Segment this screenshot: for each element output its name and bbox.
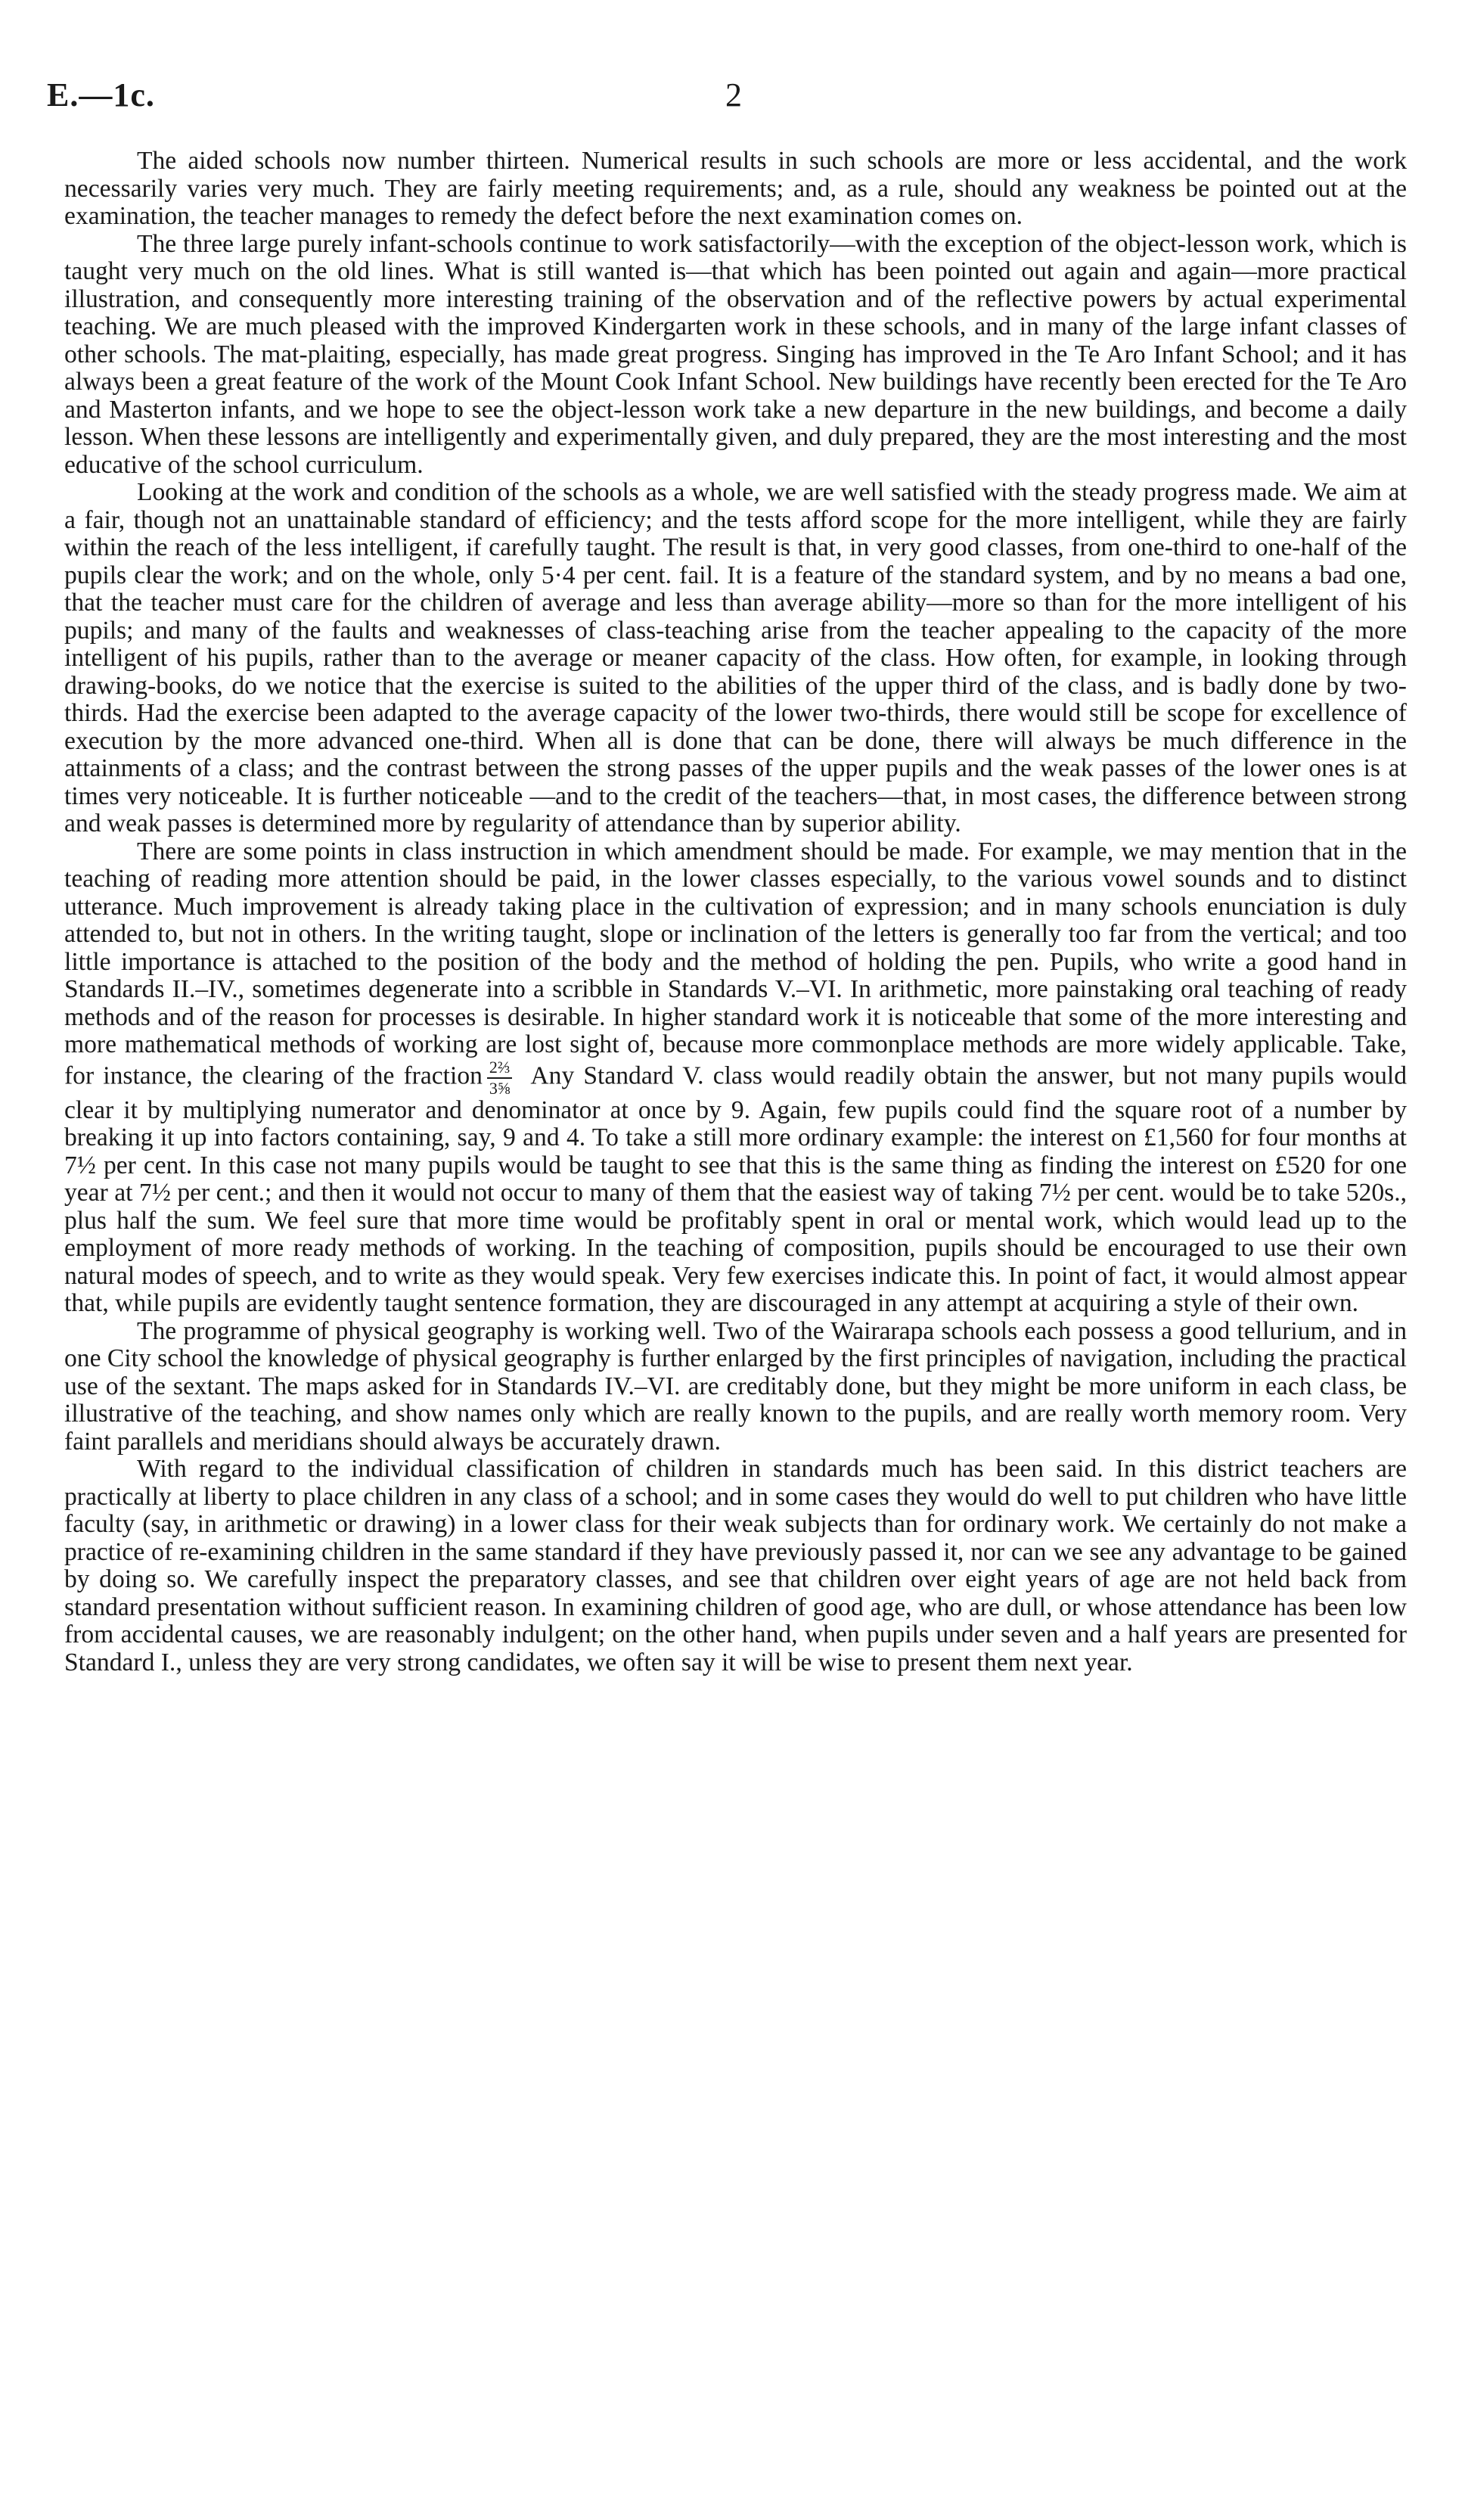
paragraph-class-instruction: [64, 838, 1407, 1318]
class-instruction-text-before-fraction: There are some points in class instruction in which amendment should be made. For example, we may mention that in the teaching of reading more attention should be paid, in the lower classes especially, to the various vowel sounds and to distinct utterance. Much improvement is already taking place in the cultivation of expression; and in many schools enunciation is duly attended to, but not in others. In the writing taught, slope or inclination of the letters is generally too far from the vertical; and too little importance is attached to the position of the body and the method of holding the pen. Pupils, who write a good hand in Standards II.–IV., sometimes degenerate into a scribble in Standards V.–VI. In arithmetic, more painstaking oral teaching of ready methods and of the reason for processes is desirable. In higher standard work it is noticeable that some of the more interesting and more mathematical methods of working are lost sight of, because more commonplace methods are more widely applicable. Take, for instance, the clearing of the fraction: [64, 837, 1407, 1090]
fraction-denominator: 3⅝: [489, 1078, 511, 1098]
paragraph-aided-schools: The aided schools now number thirteen. Numerical results in such schools are more or less accidental, and the work necessarily varies very much. They are fairly meeting requirements; and, as a rule, should any weakness be pointed out at the examination, the teacher manages to remedy the defect before the next examination comes on.: [64, 147, 1407, 230]
report-body: [64, 148, 1407, 1676]
fraction: [487, 1059, 513, 1097]
paragraph-physical-geography: The programme of physical geography is working well. Two of the Wairarapa schools each possess a good tellurium, and in one City school the knowledge of physical geography is further enlarged by the first principles of navigation, including the practical use of the sextant. The maps asked for in Standards IV.–VI. are creditably done, but they might be more uniform in each class, be illustrative of the teaching, and show names only which are really known to the pupils, and are really worth memory room. Very faint parallels and meridians should always be accurately drawn.: [64, 1316, 1407, 1456]
page-number: 2: [725, 76, 742, 113]
document-code: E.—1c.: [47, 76, 155, 113]
fraction-numerator: 2⅔: [487, 1059, 513, 1079]
paragraph-classification: With regard to the individual classification of children in standards much has been said. In this district teachers are practically at liberty to place children in any class of a school; and in some cases they would do well to put children who have little faculty (say, in arithmetic or drawing) in a lower class for their weak subjects than for ordinary work. We certainly do not make a practice of re-examining children in the same standard if they have previously passed it, nor can we see any advantage to be gained by doing so. We carefully inspect the preparatory classes, and see that children over eight years of age are not held back from standard presentation without sufficient reason. In examining children of good age, who are dull, or whose attendance has been low from accidental causes, we are reasonably indulgent; on the other hand, when pupils under seven and a half years are presented for Standard I., unless they are very strong candidates, we often say it will be wise to present them next year.: [64, 1455, 1407, 1676]
page-header: [47, 76, 1408, 121]
class-instruction-text-after-fraction: Any Standard V. class would readily obtain the answer, but not many pupils would clear it by multiplying numerator and denominator at once by 9. Again, few pupils could find the square root of a number by breaking it up into factors containing, say, 9 and 4. To take a still more ordinary example: the interest on £1,560 for four months at 7½ per cent. In this case not many pupils would be taught to see that this is the same thing as finding the interest on £520 for one year at 7½ per cent.; and then it would not occur to many of them that the easiest way of taking 7½ per cent. would be to take 520s., plus half the sum. We feel sure that more time would be profitably spent in oral or mental work, which would lead up to the employment of more ready methods of working. In the teaching of composition, pupils should be encouraged to use their own natural modes of speech, and to write as they would speak. Very few exercises indicate this. In point of fact, it would almost appear that, while pupils are evidently taught sentence formation, they are discouraged in any attempt at acquiring a style of their own.: [64, 1061, 1407, 1317]
paragraph-infant-schools: The three large purely infant-schools continue to work satisfactorily—with the exception of the object-lesson work, which is taught very much on the old lines. What is still wanted is—that which has been pointed out again and again—more practical illustration, and consequently more interesting training of the observation and of the reflective powers by actual experimental teaching. We are much pleased with the improved Kindergarten work in these schools, and in many of the large infant classes of other schools. The mat-plaiting, especially, has made great progress. Singing has improved in the Te Aro Infant School; and it has always been a great feature of the work of the Mount Cook Infant School. New buildings have recently been erected for the Te Aro and Masterton infants, and we hope to see the object-lesson work take a new departure in the new buildings, and become a daily lesson. When these lessons are intelligently and experimentally given, and duly prepared, they are the most interesting and the most educative of the school curriculum.: [64, 229, 1407, 479]
paragraph-schools-as-whole: Looking at the work and condition of the schools as a whole, we are well satisfied with the steady progress made. We aim at a fair, though not an unattainable standard of efficiency; and the tests afford scope for the more intelligent, while they are fairly within the reach of the less intelligent, if carefully taught. The result is that, in very good classes, from one-third to one-half of the pupils clear the work; and on the whole, only 5·4 per cent. fail. It is a feature of the standard system, and by no means a bad one, that the teacher must care for the children of average and less than average ability—more so than for the more intelligent of his pupils; and many of the faults and weaknesses of class-teaching arise from the teacher appealing to the capacity of the more intelligent of his pupils, rather than to the average or meaner capacity of the class. How often, for example, in looking through drawing-books, do we notice that the exercise is suited to the abilities of the upper third of the class, and is badly done by two-thirds. Had the exercise been adapted to the average capacity of the lower two-thirds, there would still be scope for excellence of execution by the more advanced one-third. When all is done that can be done, there will always be much difference in the attainments of a class; and the contrast between the strong passes of the upper pupils and the weak passes of the lower ones is at times very noticeable. It is further noticeable —and to the credit of the teachers—that, in most cases, the difference between strong and weak passes is determined more by regularity of attendance than by superior ability.: [64, 478, 1407, 837]
